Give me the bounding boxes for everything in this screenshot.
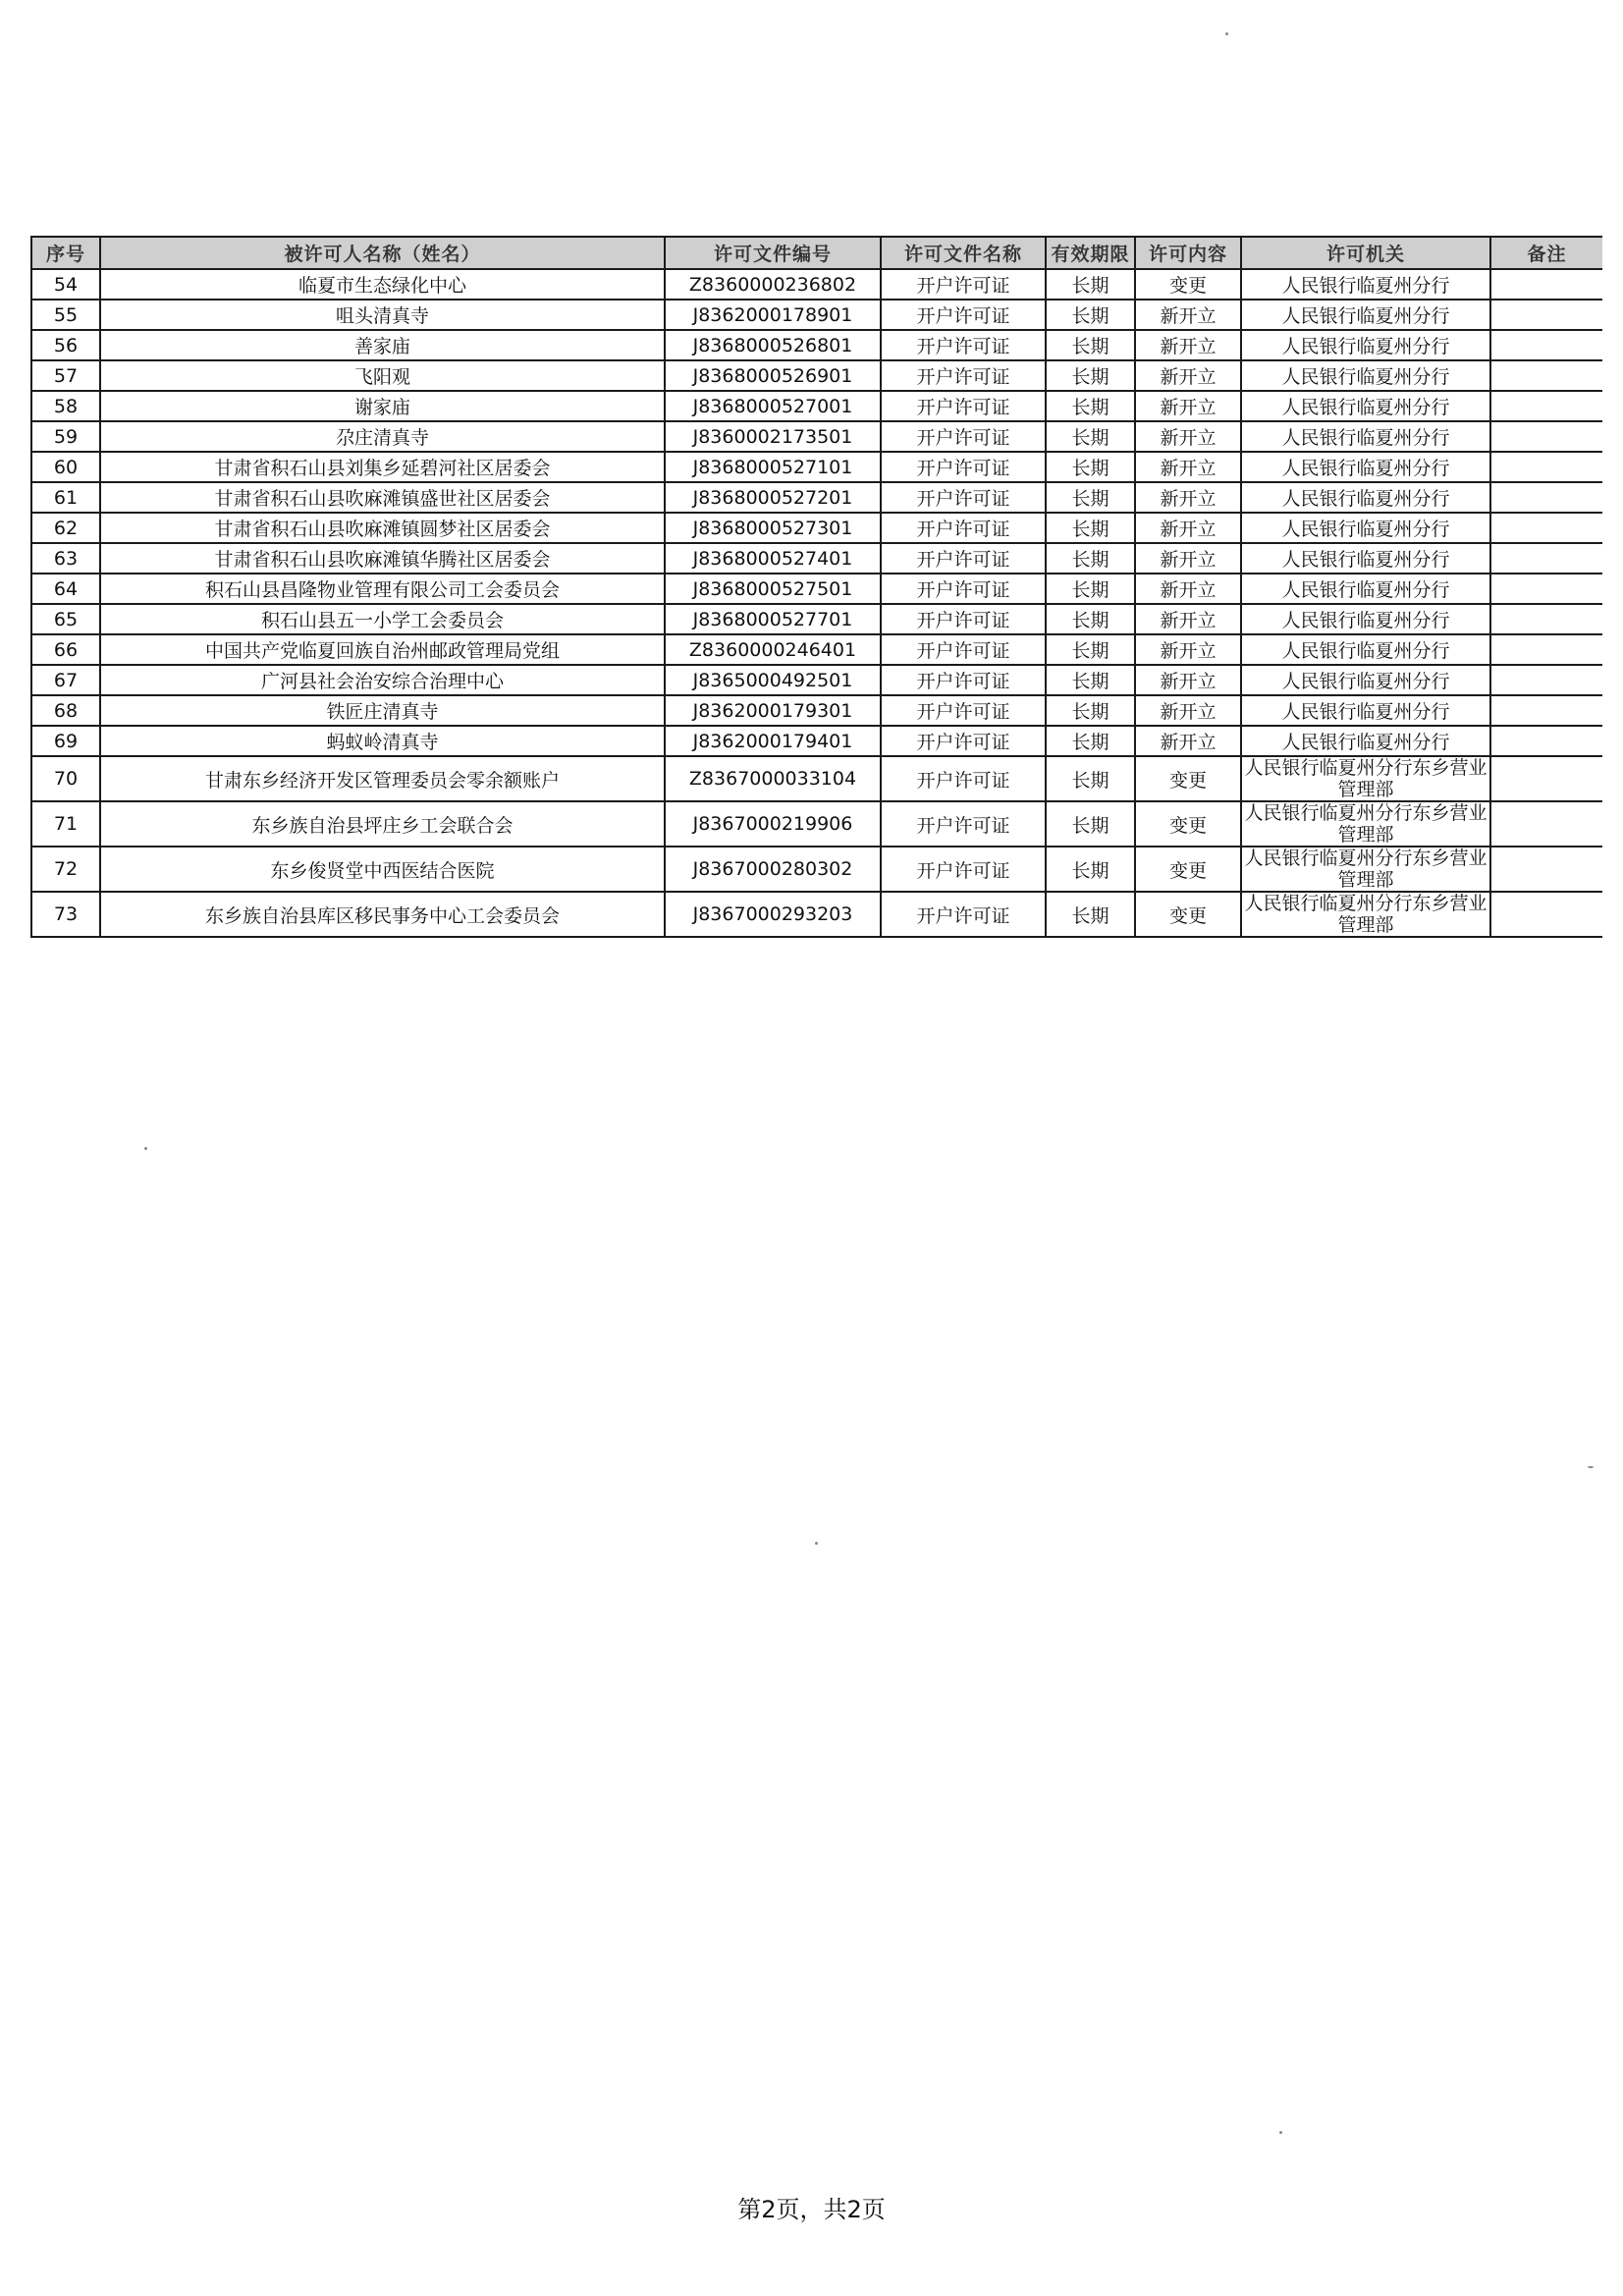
cell-permit-name: 开户许可证	[881, 892, 1046, 937]
cell-permit-number: J8362000179401	[665, 726, 881, 756]
cell-licensee: 咀头清真寺	[100, 300, 665, 330]
cell-permit-number: Z8367000033104	[665, 756, 881, 801]
cell-permit-name: 开户许可证	[881, 726, 1046, 756]
cell-licensee: 铁匠庄清真寺	[100, 695, 665, 726]
page-footer: 第2页，共2页	[737, 2196, 886, 2223]
cell-licensee: 临夏市生态绿化中心	[100, 269, 665, 300]
cell-permit-number: J8368000527301	[665, 513, 881, 543]
cell-permit-content: 变更	[1135, 756, 1241, 801]
table-row	[31, 634, 1602, 665]
cell-permit-name: 开户许可证	[881, 574, 1046, 604]
cell-seq: 63	[31, 543, 100, 574]
cell-remarks	[1490, 726, 1602, 756]
header-authority: 许可机关	[1241, 237, 1490, 269]
cell-licensee: 谢家庙	[100, 391, 665, 421]
cell-seq: 58	[31, 391, 100, 421]
cell-validity: 长期	[1046, 482, 1135, 513]
header-permit-name: 许可文件名称	[881, 237, 1046, 269]
cell-permit-name: 开户许可证	[881, 513, 1046, 543]
table-row	[31, 391, 1602, 421]
cell-seq: 54	[31, 269, 100, 300]
cell-licensee: 东乡族自治县库区移民事务中心工会委员会	[100, 892, 665, 937]
table-row	[31, 574, 1602, 604]
cell-seq: 70	[31, 756, 100, 801]
cell-authority: 人民银行临夏州分行	[1241, 269, 1490, 300]
cell-seq: 69	[31, 726, 100, 756]
cell-permit-number: J8367000219906	[665, 801, 881, 847]
cell-authority: 人民银行临夏州分行东乡营业管理部	[1241, 801, 1490, 847]
cell-seq: 61	[31, 482, 100, 513]
cell-validity: 长期	[1046, 269, 1135, 300]
table-row	[31, 801, 1602, 847]
scan-speck	[815, 1542, 818, 1545]
cell-remarks	[1490, 574, 1602, 604]
cell-authority: 人民银行临夏州分行	[1241, 574, 1490, 604]
cell-permit-content: 新开立	[1135, 513, 1241, 543]
cell-permit-name: 开户许可证	[881, 847, 1046, 892]
cell-validity: 长期	[1046, 604, 1135, 634]
cell-permit-content: 变更	[1135, 269, 1241, 300]
cell-permit-number: J8368000527001	[665, 391, 881, 421]
cell-validity: 长期	[1046, 801, 1135, 847]
cell-remarks	[1490, 665, 1602, 695]
header-validity: 有效期限	[1046, 237, 1135, 269]
cell-authority: 人民银行临夏州分行	[1241, 300, 1490, 330]
cell-validity: 长期	[1046, 421, 1135, 452]
cell-permit-name: 开户许可证	[881, 330, 1046, 360]
cell-authority: 人民银行临夏州分行东乡营业管理部	[1241, 892, 1490, 937]
cell-licensee: 善家庙	[100, 330, 665, 360]
scan-speck	[1225, 32, 1228, 35]
permit-table	[30, 236, 1602, 938]
cell-permit-name: 开户许可证	[881, 604, 1046, 634]
cell-remarks	[1490, 269, 1602, 300]
cell-permit-content: 新开立	[1135, 391, 1241, 421]
cell-permit-name: 开户许可证	[881, 300, 1046, 330]
cell-remarks	[1490, 543, 1602, 574]
cell-validity: 长期	[1046, 634, 1135, 665]
table-row	[31, 543, 1602, 574]
cell-seq: 60	[31, 452, 100, 482]
cell-permit-content: 新开立	[1135, 421, 1241, 452]
cell-licensee: 中国共产党临夏回族自治州邮政管理局党组	[100, 634, 665, 665]
cell-permit-content: 新开立	[1135, 574, 1241, 604]
table-row	[31, 360, 1602, 391]
cell-licensee: 东乡族自治县坪庄乡工会联合会	[100, 801, 665, 847]
table-row	[31, 726, 1602, 756]
cell-remarks	[1490, 360, 1602, 391]
cell-permit-content: 变更	[1135, 847, 1241, 892]
cell-permit-number: J8368000527501	[665, 574, 881, 604]
table-row	[31, 847, 1602, 892]
cell-validity: 长期	[1046, 330, 1135, 360]
cell-licensee: 甘肃省积石山县吹麻滩镇华腾社区居委会	[100, 543, 665, 574]
header-permit-content: 许可内容	[1135, 237, 1241, 269]
table-row	[31, 513, 1602, 543]
cell-licensee: 飞阳观	[100, 360, 665, 391]
cell-licensee: 东乡俊贤堂中西医结合医院	[100, 847, 665, 892]
cell-permit-name: 开户许可证	[881, 482, 1046, 513]
cell-validity: 长期	[1046, 452, 1135, 482]
cell-seq: 66	[31, 634, 100, 665]
cell-remarks	[1490, 452, 1602, 482]
cell-authority: 人民银行临夏州分行	[1241, 634, 1490, 665]
table-body	[31, 269, 1602, 937]
cell-authority: 人民银行临夏州分行	[1241, 360, 1490, 391]
scan-speck	[1588, 1466, 1594, 1468]
cell-seq: 64	[31, 574, 100, 604]
cell-permit-content: 变更	[1135, 801, 1241, 847]
cell-authority: 人民银行临夏州分行东乡营业管理部	[1241, 847, 1490, 892]
cell-permit-name: 开户许可证	[881, 269, 1046, 300]
table-row	[31, 330, 1602, 360]
cell-validity: 长期	[1046, 726, 1135, 756]
cell-validity: 长期	[1046, 543, 1135, 574]
cell-permit-number: J8360002173501	[665, 421, 881, 452]
cell-validity: 长期	[1046, 513, 1135, 543]
cell-remarks	[1490, 847, 1602, 892]
cell-seq: 67	[31, 665, 100, 695]
cell-permit-number: J8362000178901	[665, 300, 881, 330]
cell-permit-number: J8368000526801	[665, 330, 881, 360]
cell-permit-content: 新开立	[1135, 360, 1241, 391]
cell-permit-number: J8368000527201	[665, 482, 881, 513]
cell-permit-content: 新开立	[1135, 482, 1241, 513]
cell-permit-content: 变更	[1135, 892, 1241, 937]
cell-validity: 长期	[1046, 360, 1135, 391]
cell-licensee: 甘肃省积石山县刘集乡延碧河社区居委会	[100, 452, 665, 482]
cell-permit-number: J8365000492501	[665, 665, 881, 695]
table-row	[31, 756, 1602, 801]
cell-validity: 长期	[1046, 695, 1135, 726]
cell-permit-name: 开户许可证	[881, 801, 1046, 847]
cell-authority: 人民银行临夏州分行	[1241, 695, 1490, 726]
cell-permit-content: 新开立	[1135, 695, 1241, 726]
cell-permit-name: 开户许可证	[881, 695, 1046, 726]
cell-validity: 长期	[1046, 892, 1135, 937]
table-row	[31, 892, 1602, 937]
table-row	[31, 300, 1602, 330]
cell-permit-content: 新开立	[1135, 543, 1241, 574]
cell-permit-number: J8368000527701	[665, 604, 881, 634]
cell-permit-name: 开户许可证	[881, 543, 1046, 574]
cell-authority: 人民银行临夏州分行	[1241, 604, 1490, 634]
cell-remarks	[1490, 330, 1602, 360]
cell-licensee: 甘肃省积石山县吹麻滩镇圆梦社区居委会	[100, 513, 665, 543]
cell-authority: 人民银行临夏州分行	[1241, 421, 1490, 452]
cell-authority: 人民银行临夏州分行东乡营业管理部	[1241, 756, 1490, 801]
cell-licensee: 甘肃东乡经济开发区管理委员会零余额账户	[100, 756, 665, 801]
cell-seq: 56	[31, 330, 100, 360]
table-row	[31, 452, 1602, 482]
cell-validity: 长期	[1046, 756, 1135, 801]
cell-authority: 人民银行临夏州分行	[1241, 482, 1490, 513]
cell-validity: 长期	[1046, 847, 1135, 892]
cell-authority: 人民银行临夏州分行	[1241, 513, 1490, 543]
header-remarks: 备注	[1490, 237, 1602, 269]
cell-remarks	[1490, 756, 1602, 801]
cell-authority: 人民银行临夏州分行	[1241, 726, 1490, 756]
table-header-row	[31, 237, 1602, 269]
cell-licensee: 积石山县五一小学工会委员会	[100, 604, 665, 634]
cell-permit-content: 新开立	[1135, 604, 1241, 634]
scan-speck	[144, 1147, 147, 1150]
cell-permit-number: J8367000293203	[665, 892, 881, 937]
cell-remarks	[1490, 391, 1602, 421]
cell-licensee: 广河县社会治安综合治理中心	[100, 665, 665, 695]
cell-seq: 55	[31, 300, 100, 330]
cell-permit-content: 新开立	[1135, 726, 1241, 756]
table-row	[31, 665, 1602, 695]
cell-validity: 长期	[1046, 665, 1135, 695]
cell-remarks	[1490, 634, 1602, 665]
cell-permit-number: Z8360000246401	[665, 634, 881, 665]
table-row	[31, 604, 1602, 634]
cell-licensee: 尕庄清真寺	[100, 421, 665, 452]
cell-authority: 人民银行临夏州分行	[1241, 665, 1490, 695]
header-licensee: 被许可人名称（姓名）	[100, 237, 665, 269]
cell-seq: 57	[31, 360, 100, 391]
cell-authority: 人民银行临夏州分行	[1241, 452, 1490, 482]
cell-permit-name: 开户许可证	[881, 634, 1046, 665]
cell-permit-name: 开户许可证	[881, 421, 1046, 452]
cell-remarks	[1490, 421, 1602, 452]
cell-seq: 71	[31, 801, 100, 847]
cell-permit-number: J8368000527101	[665, 452, 881, 482]
cell-permit-name: 开户许可证	[881, 391, 1046, 421]
cell-remarks	[1490, 482, 1602, 513]
cell-validity: 长期	[1046, 300, 1135, 330]
cell-validity: 长期	[1046, 574, 1135, 604]
table-row	[31, 695, 1602, 726]
cell-permit-number: J8368000527401	[665, 543, 881, 574]
cell-permit-number: J8367000280302	[665, 847, 881, 892]
cell-permit-name: 开户许可证	[881, 756, 1046, 801]
cell-permit-number: J8362000179301	[665, 695, 881, 726]
cell-permit-content: 新开立	[1135, 452, 1241, 482]
cell-seq: 72	[31, 847, 100, 892]
cell-permit-name: 开户许可证	[881, 452, 1046, 482]
cell-licensee: 蚂蚁岭清真寺	[100, 726, 665, 756]
cell-seq: 59	[31, 421, 100, 452]
cell-seq: 65	[31, 604, 100, 634]
cell-licensee: 积石山县昌隆物业管理有限公司工会委员会	[100, 574, 665, 604]
cell-seq: 73	[31, 892, 100, 937]
cell-permit-name: 开户许可证	[881, 665, 1046, 695]
cell-permit-number: Z8360000236802	[665, 269, 881, 300]
header-seq: 序号	[31, 237, 100, 269]
header-permit-number: 许可文件编号	[665, 237, 881, 269]
cell-permit-content: 新开立	[1135, 300, 1241, 330]
cell-validity: 长期	[1046, 391, 1135, 421]
cell-seq: 62	[31, 513, 100, 543]
cell-permit-content: 新开立	[1135, 665, 1241, 695]
cell-remarks	[1490, 892, 1602, 937]
cell-remarks	[1490, 801, 1602, 847]
cell-remarks	[1490, 695, 1602, 726]
cell-licensee: 甘肃省积石山县吹麻滩镇盛世社区居委会	[100, 482, 665, 513]
cell-permit-name: 开户许可证	[881, 360, 1046, 391]
cell-seq: 68	[31, 695, 100, 726]
cell-remarks	[1490, 604, 1602, 634]
cell-permit-content: 新开立	[1135, 634, 1241, 665]
cell-authority: 人民银行临夏州分行	[1241, 391, 1490, 421]
cell-remarks	[1490, 513, 1602, 543]
cell-permit-number: J8368000526901	[665, 360, 881, 391]
table-row	[31, 482, 1602, 513]
cell-authority: 人民银行临夏州分行	[1241, 330, 1490, 360]
cell-authority: 人民银行临夏州分行	[1241, 543, 1490, 574]
cell-permit-content: 新开立	[1135, 330, 1241, 360]
table-row	[31, 269, 1602, 300]
cell-remarks	[1490, 300, 1602, 330]
scan-speck	[1279, 2131, 1282, 2134]
table-row	[31, 421, 1602, 452]
